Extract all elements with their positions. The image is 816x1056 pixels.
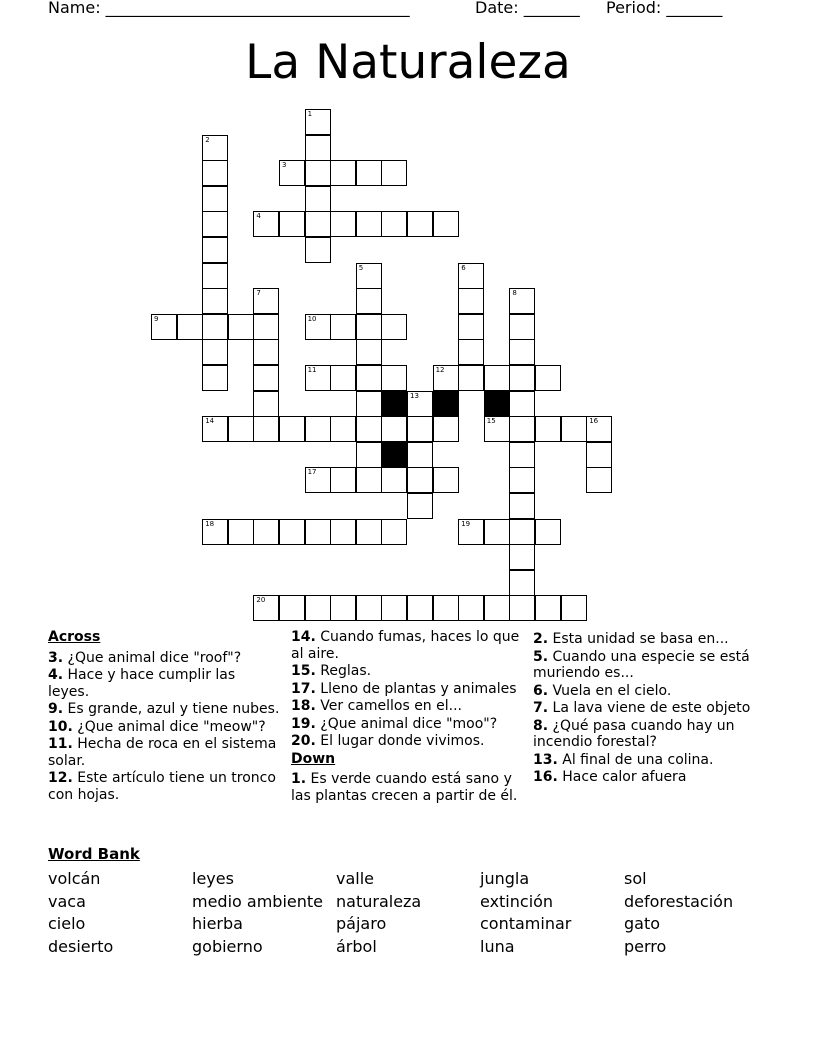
crossword-cell[interactable] bbox=[407, 442, 433, 468]
down-heading: Down bbox=[291, 750, 336, 767]
clue-text: Hace y hace cumplir las leyes. bbox=[48, 667, 236, 700]
crossword-cell[interactable] bbox=[356, 314, 382, 340]
crossword-cell[interactable] bbox=[279, 160, 305, 186]
crossword-cell[interactable] bbox=[202, 263, 228, 289]
clue-17 bbox=[291, 681, 523, 698]
clue-number: 7. bbox=[533, 700, 549, 716]
word-bank-item: extinción bbox=[480, 891, 554, 911]
crossword-cell[interactable] bbox=[381, 211, 407, 237]
crossword-cell[interactable] bbox=[305, 519, 331, 545]
name-field[interactable]: Name: ______________________________________ bbox=[48, 0, 410, 17]
crossword-cell[interactable] bbox=[202, 211, 228, 237]
crossword-cell[interactable] bbox=[253, 519, 279, 545]
crossword-cell[interactable] bbox=[228, 519, 254, 545]
clue-text: Hecha de roca en el sistema solar. bbox=[48, 736, 277, 769]
crossword-cell[interactable] bbox=[228, 314, 254, 340]
crossword-cell[interactable] bbox=[202, 314, 228, 340]
crossword-cell[interactable] bbox=[330, 211, 356, 237]
clue-number: 1. bbox=[291, 771, 307, 787]
crossword-cell[interactable] bbox=[253, 339, 279, 365]
word-bank-item: árbol bbox=[336, 937, 377, 957]
crossword-cell[interactable] bbox=[407, 211, 433, 237]
clue-text: Ver camellos en el... bbox=[315, 698, 462, 714]
crossword-cell[interactable] bbox=[407, 493, 433, 519]
word-bank-item: contaminar bbox=[480, 914, 572, 934]
period-field[interactable]: Period: _______ bbox=[606, 0, 723, 17]
cell-number: 3 bbox=[282, 161, 287, 170]
cell-number: 20 bbox=[256, 596, 266, 605]
crossword-cell[interactable] bbox=[509, 442, 535, 468]
cell-number: 18 bbox=[205, 519, 215, 528]
clue-16 bbox=[533, 769, 765, 786]
word-bank-item: gobierno bbox=[192, 937, 263, 957]
crossword-block bbox=[433, 391, 459, 417]
clue-text: ¿Que animal dice "meow"? bbox=[72, 718, 266, 735]
word-bank-item: volcán bbox=[48, 869, 101, 888]
clue-14 bbox=[291, 629, 523, 662]
cell-number: 11 bbox=[307, 366, 317, 374]
clues-column-3 bbox=[533, 629, 765, 787]
across-clue-list-2 bbox=[291, 629, 523, 750]
crossword-cell[interactable] bbox=[509, 416, 535, 442]
crossword-cell[interactable] bbox=[177, 314, 203, 340]
crossword-cell[interactable] bbox=[305, 211, 331, 237]
crossword-cell[interactable] bbox=[509, 339, 535, 365]
clue-text: Vuela en el cielo. bbox=[548, 682, 672, 699]
crossword-cell[interactable] bbox=[586, 442, 612, 468]
word-bank-heading: Word Bank bbox=[48, 845, 140, 863]
clue-text: Es grande, azul y tiene nubes. bbox=[63, 701, 280, 717]
clue-9 bbox=[48, 701, 280, 718]
cell-number: 10 bbox=[307, 314, 317, 323]
crossword-cell[interactable] bbox=[356, 339, 382, 365]
crossword-cell[interactable] bbox=[561, 595, 587, 621]
crossword-cell[interactable] bbox=[330, 314, 356, 340]
crossword-cell[interactable] bbox=[305, 160, 331, 186]
crossword-cell[interactable] bbox=[407, 595, 433, 621]
clue-15 bbox=[291, 663, 523, 680]
word-bank-item: leyes bbox=[192, 869, 234, 888]
clue-12 bbox=[48, 770, 280, 803]
crossword-cell[interactable] bbox=[305, 109, 331, 135]
clue-7 bbox=[533, 700, 765, 717]
clue-number: 8. bbox=[533, 717, 549, 734]
crossword-cell[interactable] bbox=[535, 519, 561, 545]
clue-number: 5. bbox=[533, 648, 549, 665]
crossword-cell[interactable] bbox=[509, 570, 535, 596]
crossword-cell[interactable] bbox=[509, 314, 535, 340]
clue-number: 18. bbox=[291, 698, 316, 714]
crossword-cell[interactable] bbox=[381, 160, 407, 186]
crossword-cell[interactable] bbox=[305, 186, 331, 212]
word-bank-column bbox=[48, 868, 188, 959]
crossword-cell[interactable] bbox=[279, 416, 305, 442]
clue-number: 11. bbox=[48, 736, 73, 752]
crossword-cell[interactable] bbox=[305, 135, 331, 161]
crossword-cell[interactable] bbox=[253, 595, 279, 621]
word-bank-column bbox=[192, 868, 332, 959]
crossword-cell[interactable] bbox=[458, 314, 484, 340]
crossword-cell[interactable] bbox=[458, 288, 484, 314]
clue-text: El lugar donde vivimos. bbox=[315, 733, 485, 749]
word-bank-item: vaca bbox=[48, 891, 86, 911]
crossword-cell[interactable] bbox=[356, 365, 382, 391]
clue-text: Hace calor afuera bbox=[557, 769, 687, 785]
crossword-cell[interactable] bbox=[305, 416, 331, 442]
crossword-cell[interactable] bbox=[202, 339, 228, 365]
clue-text: Esta unidad se basa en... bbox=[548, 631, 729, 647]
crossword-cell[interactable] bbox=[356, 519, 382, 545]
clue-13 bbox=[533, 752, 765, 769]
down-clue-list-1 bbox=[291, 771, 523, 804]
crossword-cell[interactable] bbox=[253, 211, 279, 237]
crossword-cell[interactable] bbox=[509, 391, 535, 417]
crossword-cell[interactable] bbox=[509, 365, 535, 391]
crossword-cell[interactable] bbox=[202, 237, 228, 263]
crossword-cell[interactable] bbox=[407, 391, 433, 417]
cell-number: 6 bbox=[461, 263, 466, 272]
crossword-cell[interactable] bbox=[330, 467, 356, 493]
clue-text: Este artículo tiene un tronco con hojas. bbox=[48, 770, 276, 803]
crossword-cell[interactable] bbox=[228, 416, 254, 442]
clue-text: Cuando una especie se está muriendo es... bbox=[533, 648, 750, 681]
clue-11 bbox=[48, 736, 280, 769]
clue-number: 4. bbox=[48, 667, 64, 683]
crossword-cell[interactable] bbox=[535, 595, 561, 621]
cell-number: 4 bbox=[256, 212, 261, 221]
clue-text: Lleno de plantas y animales bbox=[315, 680, 517, 697]
crossword-cell[interactable] bbox=[484, 416, 510, 442]
clue-number: 12. bbox=[48, 770, 73, 786]
crossword-cell[interactable] bbox=[458, 339, 484, 365]
word-bank-item: sol bbox=[624, 869, 647, 888]
clue-10 bbox=[48, 719, 280, 736]
crossword-cell[interactable] bbox=[458, 519, 484, 545]
word-bank-item: luna bbox=[480, 937, 515, 957]
crossword-cell[interactable] bbox=[458, 595, 484, 621]
clue-number: 15. bbox=[291, 663, 316, 679]
crossword-cell[interactable] bbox=[279, 211, 305, 237]
cell-number: 2 bbox=[205, 135, 210, 144]
crossword-cell[interactable] bbox=[202, 416, 228, 442]
crossword-cell[interactable] bbox=[356, 467, 382, 493]
crossword-cell[interactable] bbox=[330, 416, 356, 442]
clue-number: 6. bbox=[533, 682, 549, 699]
crossword-cell[interactable] bbox=[356, 442, 382, 468]
clue-number: 19. bbox=[291, 715, 316, 732]
clue-number: 13. bbox=[533, 751, 558, 768]
crossword-cell[interactable] bbox=[202, 288, 228, 314]
crossword-cell[interactable] bbox=[356, 391, 382, 417]
crossword-cell[interactable] bbox=[381, 314, 407, 340]
crossword-cell[interactable] bbox=[433, 416, 459, 442]
crossword-block bbox=[484, 391, 510, 417]
crossword-cell[interactable] bbox=[509, 493, 535, 519]
cell-number: 16 bbox=[589, 417, 599, 426]
crossword-cell[interactable] bbox=[509, 595, 535, 621]
word-bank-item: deforestación bbox=[624, 891, 734, 911]
crossword-cell[interactable] bbox=[535, 416, 561, 442]
word-bank-item: perro bbox=[624, 937, 667, 957]
crossword-cell[interactable] bbox=[381, 467, 407, 493]
crossword-cell[interactable] bbox=[305, 595, 331, 621]
cell-number: 15 bbox=[486, 417, 496, 426]
crossword-cell[interactable] bbox=[509, 544, 535, 570]
word-bank-column bbox=[336, 868, 476, 959]
word-bank-item: gato bbox=[624, 914, 661, 934]
crossword-cell[interactable] bbox=[433, 467, 459, 493]
clue-4 bbox=[48, 667, 280, 700]
crossword-cell[interactable] bbox=[151, 314, 177, 340]
word-bank-item: medio ambiente bbox=[192, 891, 323, 911]
word-bank-item: valle bbox=[336, 869, 375, 888]
clue-number: 16. bbox=[533, 769, 558, 785]
clue-6 bbox=[533, 683, 765, 700]
crossword-cell[interactable] bbox=[535, 365, 561, 391]
clue-number: 14. bbox=[291, 629, 316, 645]
crossword-cell[interactable] bbox=[305, 467, 331, 493]
cell-number: 8 bbox=[512, 289, 517, 298]
cell-number: 19 bbox=[461, 519, 471, 528]
across-clue-list-1 bbox=[48, 650, 280, 804]
crossword-cell[interactable] bbox=[202, 186, 228, 212]
word-bank-item: jungla bbox=[480, 869, 530, 888]
page-title: La Naturaleza bbox=[245, 35, 571, 90]
crossword-cell[interactable] bbox=[381, 595, 407, 621]
word-bank-column bbox=[624, 868, 764, 959]
crossword-cell[interactable] bbox=[356, 288, 382, 314]
clue-text: Reglas. bbox=[315, 663, 372, 679]
crossword-cell[interactable] bbox=[202, 519, 228, 545]
crossword-cell[interactable] bbox=[330, 519, 356, 545]
clue-text: Es verde cuando está sano y las plantas crecen a partir de él. bbox=[291, 771, 518, 804]
cell-number: 5 bbox=[358, 263, 364, 272]
date-field[interactable]: Date: _______ bbox=[475, 0, 580, 17]
word-bank-item: desierto bbox=[48, 937, 114, 957]
crossword-cell[interactable] bbox=[509, 288, 535, 314]
crossword-cell[interactable] bbox=[305, 237, 331, 263]
crossword-cell[interactable] bbox=[253, 416, 279, 442]
crossword-cell[interactable] bbox=[433, 365, 459, 391]
crossword-cell[interactable] bbox=[509, 467, 535, 493]
crossword-cell[interactable] bbox=[202, 365, 228, 391]
crossword-cell[interactable] bbox=[253, 314, 279, 340]
clue-8 bbox=[533, 718, 765, 751]
crossword-cell[interactable] bbox=[253, 365, 279, 391]
crossword-cell[interactable] bbox=[484, 519, 510, 545]
cell-number: 9 bbox=[154, 314, 159, 323]
crossword-cell[interactable] bbox=[279, 519, 305, 545]
crossword-cell[interactable] bbox=[586, 416, 612, 442]
crossword-cell[interactable] bbox=[279, 595, 305, 621]
word-bank-item: hierba bbox=[192, 914, 243, 934]
crossword-cell[interactable] bbox=[484, 595, 510, 621]
crossword-cell[interactable] bbox=[253, 288, 279, 314]
clue-text: Al final de una colina. bbox=[557, 751, 714, 768]
clue-number: 3. bbox=[48, 649, 64, 666]
crossword-block bbox=[381, 442, 407, 468]
crossword-cell[interactable] bbox=[202, 135, 228, 161]
cell-number: 14 bbox=[205, 417, 215, 426]
crossword-block bbox=[381, 391, 407, 417]
clue-3 bbox=[48, 650, 280, 667]
clues-column-2 bbox=[291, 629, 523, 805]
clues-column-1 bbox=[48, 629, 280, 804]
crossword-cell[interactable] bbox=[202, 160, 228, 186]
word-bank-column bbox=[480, 868, 620, 959]
cell-number: 12 bbox=[435, 366, 445, 374]
clue-5 bbox=[533, 649, 765, 682]
crossword-cell[interactable] bbox=[305, 314, 331, 340]
cell-number: 7 bbox=[256, 289, 261, 298]
crossword-cell[interactable] bbox=[381, 365, 407, 391]
crossword-cell[interactable] bbox=[458, 365, 484, 391]
clue-number: 20. bbox=[291, 733, 316, 749]
crossword-cell[interactable] bbox=[509, 519, 535, 545]
crossword-cell[interactable] bbox=[356, 160, 382, 186]
across-heading: Across bbox=[48, 629, 101, 645]
clue-19 bbox=[291, 716, 523, 733]
crossword-cell[interactable] bbox=[433, 211, 459, 237]
clue-20 bbox=[291, 733, 523, 750]
clue-number: 17. bbox=[291, 680, 316, 697]
word-bank-item: naturaleza bbox=[336, 891, 422, 911]
crossword-cell[interactable] bbox=[356, 416, 382, 442]
cell-number: 13 bbox=[410, 391, 419, 400]
clue-text: Cuando fumas, haces lo que al aire. bbox=[291, 629, 520, 662]
crossword-cell[interactable] bbox=[356, 263, 382, 289]
clue-number: 9. bbox=[48, 701, 64, 717]
word-bank-item: cielo bbox=[48, 914, 86, 934]
clue-text: ¿Que animal dice "moo"? bbox=[315, 715, 498, 732]
word-bank-item: pájaro bbox=[336, 914, 387, 934]
cell-number: 1 bbox=[307, 110, 313, 118]
crossword-cell[interactable] bbox=[433, 595, 459, 621]
crossword-cell[interactable] bbox=[407, 416, 433, 442]
crossword-cell[interactable] bbox=[561, 416, 587, 442]
crossword-cell[interactable] bbox=[458, 263, 484, 289]
crossword-cell[interactable] bbox=[381, 519, 407, 545]
crossword-cell[interactable] bbox=[330, 160, 356, 186]
crossword-cell[interactable] bbox=[484, 365, 510, 391]
crossword-cell[interactable] bbox=[305, 365, 331, 391]
crossword-cell[interactable] bbox=[381, 416, 407, 442]
crossword-cell[interactable] bbox=[330, 595, 356, 621]
crossword-cell[interactable] bbox=[356, 595, 382, 621]
crossword-cell[interactable] bbox=[407, 467, 433, 493]
clue-number: 10. bbox=[48, 718, 73, 735]
down-clue-list-2 bbox=[533, 629, 765, 786]
clue-text: ¿Que animal dice "roof"? bbox=[63, 649, 242, 666]
clue-text: La lava viene de este objeto bbox=[548, 700, 751, 716]
crossword-cell[interactable] bbox=[330, 365, 356, 391]
clue-number: 2. bbox=[533, 631, 549, 647]
cell-number: 17 bbox=[307, 468, 317, 477]
clue-18 bbox=[291, 698, 523, 715]
crossword-cell[interactable] bbox=[586, 467, 612, 493]
clue-2 bbox=[533, 631, 765, 648]
clue-1 bbox=[291, 771, 523, 804]
crossword-cell[interactable] bbox=[356, 211, 382, 237]
crossword-cell[interactable] bbox=[253, 391, 279, 417]
clue-text: ¿Qué pasa cuando hay un incendio forestal? bbox=[533, 717, 735, 750]
